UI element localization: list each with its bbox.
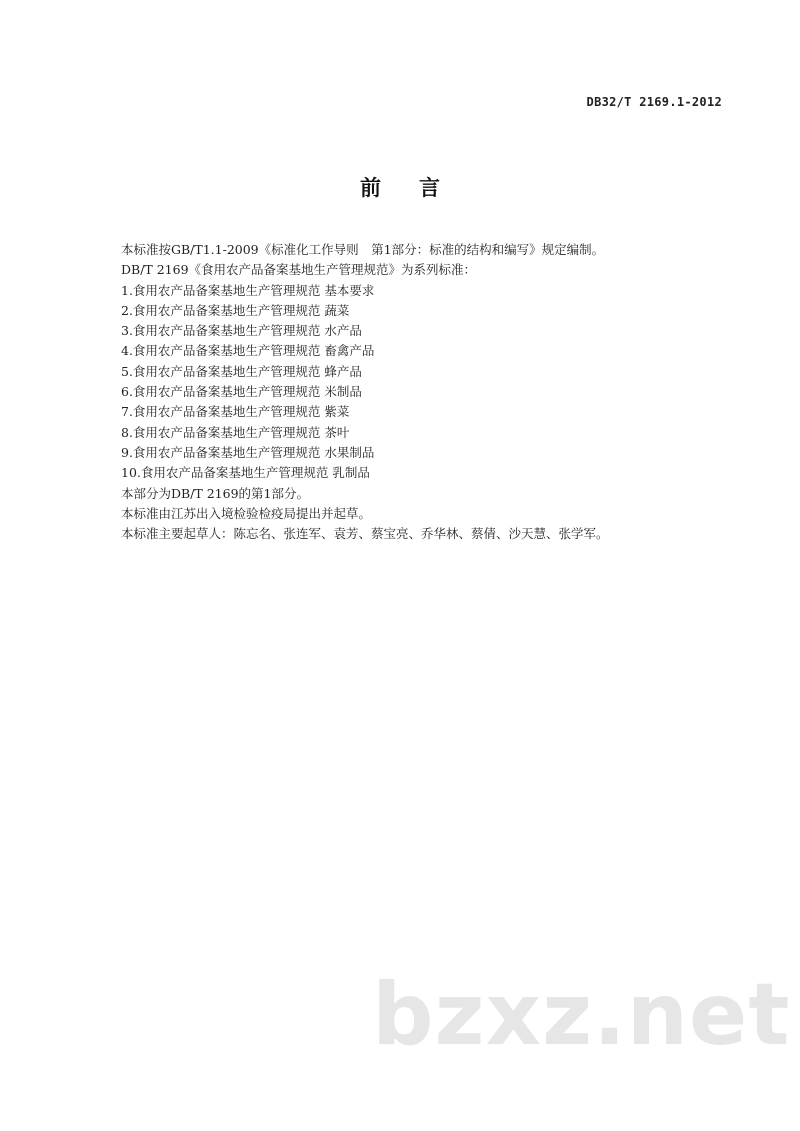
- watermark: bzxz.net: [372, 965, 791, 1065]
- series-item: 4.食用农产品备案基地生产管理规范 畜禽产品: [121, 343, 375, 359]
- series-item: 7.食用农产品备案基地生产管理规范 紫菜: [121, 404, 350, 420]
- series-item: 10.食用农产品备案基地生产管理规范 乳制品: [121, 465, 370, 481]
- series-item: 8.食用农产品备案基地生产管理规范 茶叶: [121, 424, 350, 440]
- foreword-line: 本标准由江苏出入境检验检疫局提出并起草。: [121, 505, 372, 521]
- series-item: 6.食用农产品备案基地生产管理规范 米制品: [121, 384, 362, 400]
- page-title: 前言: [360, 176, 478, 200]
- series-item: 3.食用农产品备案基地生产管理规范 水产品: [121, 323, 362, 339]
- foreword-line: 本部分为DB/T 2169的第1部分。: [121, 485, 309, 501]
- series-item: 2.食用农产品备案基地生产管理规范 蔬菜: [121, 302, 350, 318]
- series-item: 1.食用农产品备案基地生产管理规范 基本要求: [121, 282, 375, 298]
- foreword-line: DB/T 2169《食用农产品备案基地生产管理规范》为系列标准：: [121, 262, 477, 278]
- series-item: 9.食用农产品备案基地生产管理规范 水果制品: [121, 444, 375, 460]
- foreword-line: 本标准按GB/T1.1-2009《标准化工作导则 第1部分：标准的结构和编写》规定编制。: [121, 242, 605, 257]
- foreword-line: 本标准主要起草人：陈忘名、张连军、袁芳、蔡宝亮、乔华林、蔡倩、沙天慧、张学军。: [121, 526, 609, 542]
- document-code: DB32/T 2169.1-2012: [586, 95, 722, 109]
- foreword-body: [121, 240, 721, 544]
- series-item: 5.食用农产品备案基地生产管理规范 蜂产品: [121, 363, 362, 379]
